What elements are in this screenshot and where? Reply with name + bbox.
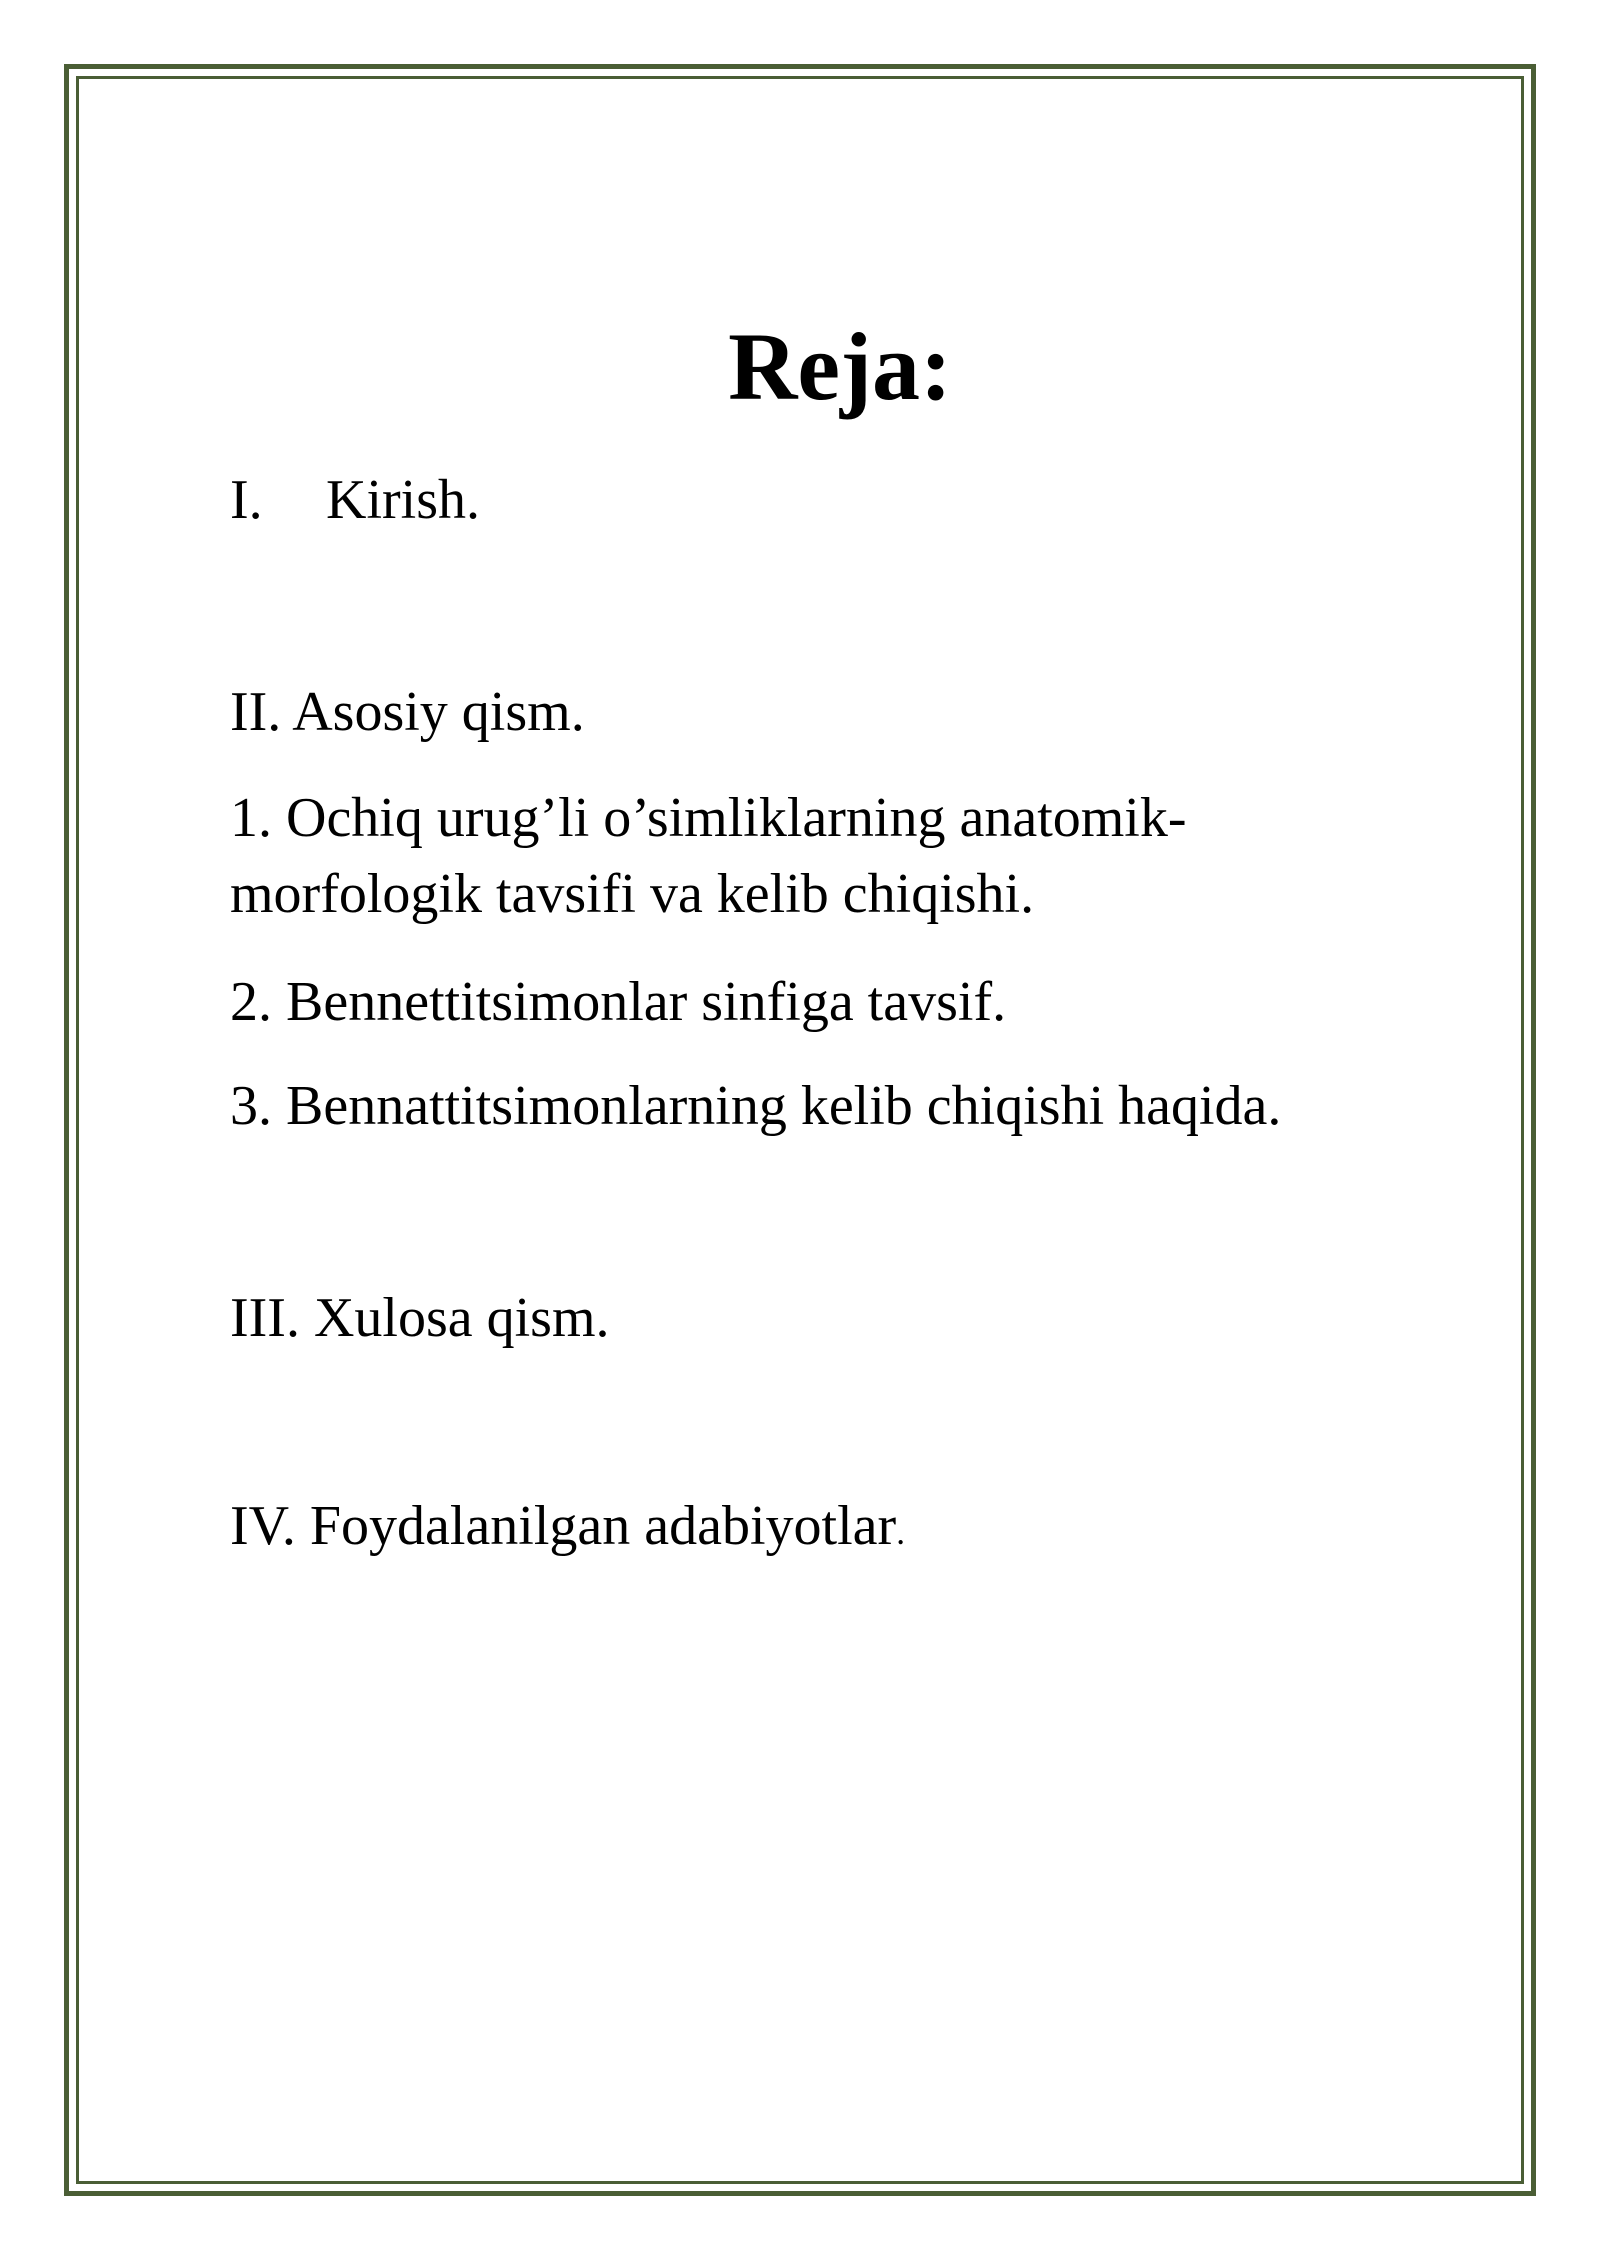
plan-item-conclusion: III. Xulosa qism. (230, 1287, 610, 1349)
plan-item-intro (230, 462, 480, 538)
plan-title: Reja: (728, 313, 952, 420)
plan-item-references (230, 1488, 905, 1570)
plan-item-number: I. (230, 469, 263, 531)
plan-subitem-1: 1. Ochiq urug’li o’simliklarning anatomik- morfologik tavsifi va kelib chiqishi. (230, 787, 1187, 925)
plan-item-text: Kirish. (326, 469, 480, 531)
plan-item-tail: . (896, 1512, 906, 1552)
plan-subitem-2: 2. Bennettitsimonlar sinfiga tavsif. (230, 971, 1007, 1033)
plan-item-text: IV. Foydalanilgan adabiyotlar (230, 1495, 897, 1557)
plan-subitem-3: 3. Bennattitsimonlarning kelib chiqishi haqida. (230, 1075, 1282, 1137)
plan-item-main-part: II. Asosiy qism. (230, 681, 585, 743)
